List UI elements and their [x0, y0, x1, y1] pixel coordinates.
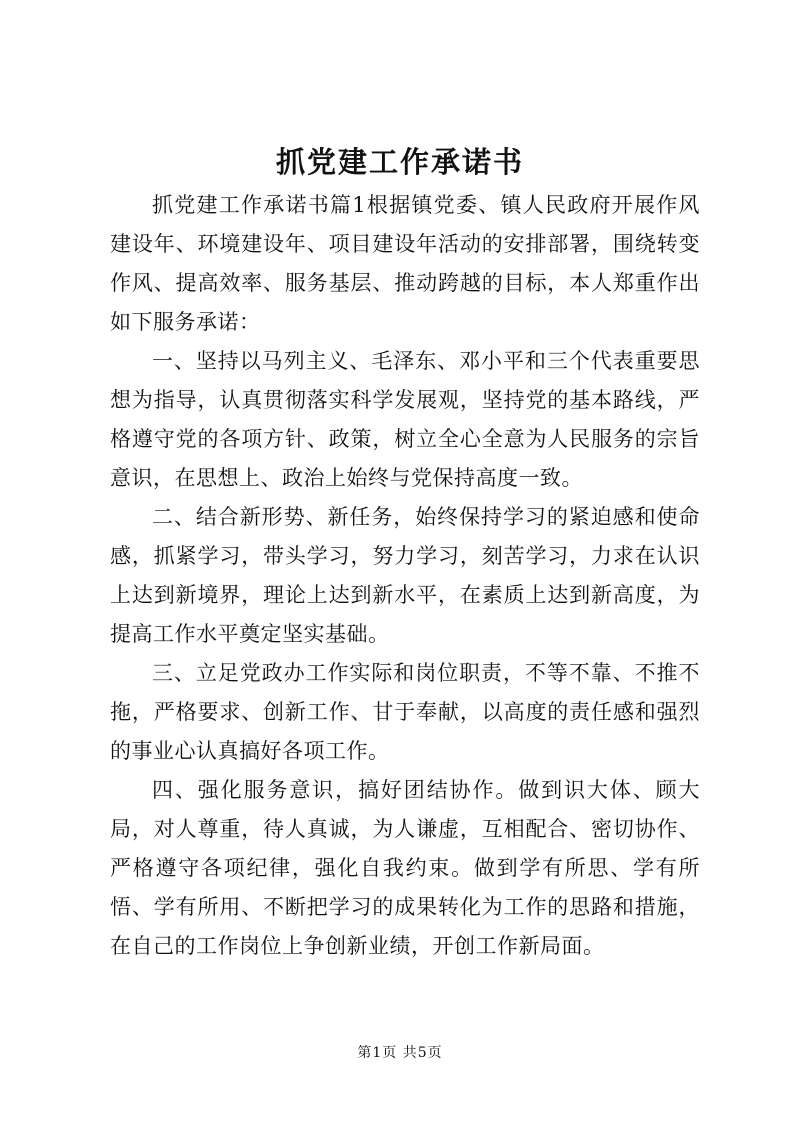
- paragraph-point-4: 四、强化服务意识，搞好团结协作。做到识大体、顾大局，对人尊重，待人真诚，为人谦虚，互相配合、密切协作、严格遵守各项纪律，强化自我约束。做到学有所思、学有所悟、学有所用、不断把学习的成果转化为工作的思路和措施，在自己的工作岗位上争创新业绩，开创工作新局面。: [110, 778, 700, 958]
- document-title: 抓党建工作承诺书: [275, 145, 524, 179]
- document-body: [110, 186, 700, 966]
- paragraph-point-1: 一、坚持以马列主义、毛泽东、邓小平和三个代表重要思想为指导，认真贯彻落实科学发展观，坚持党的基本路线，严格遵守党的各项方针、政策，树立全心全意为人民服务的宗旨意识，在思想上、政治上始终与党保持高度一致。: [110, 349, 700, 490]
- paragraph-point-3: 三、立足党政办工作实际和岗位职责，不等不靠、不推不拖，严格要求、创新工作、甘于奉献，以高度的责任感和强烈的事业心认真搞好各项工作。: [110, 661, 700, 763]
- page-number-footer: 第1页 共5页: [357, 1045, 443, 1061]
- paragraph-point-2: 二、结合新形势、新任务，始终保持学习的紧迫感和使命感，抓紧学习，带头学习，努力学习，刻苦学习，力求在认识上达到新境界，理论上达到新水平，在素质上达到新高度，为提高工作水平奠定坚实基础。: [110, 505, 700, 646]
- paragraph-intro: 抓党建工作承诺书篇1根据镇党委、镇人民政府开展作风建设年、环境建设年、项目建设年活动的安排部署，围绕转变作风、提高效率、服务基层、推动跨越的目标，本人郑重作出如下服务承诺：: [110, 193, 700, 334]
